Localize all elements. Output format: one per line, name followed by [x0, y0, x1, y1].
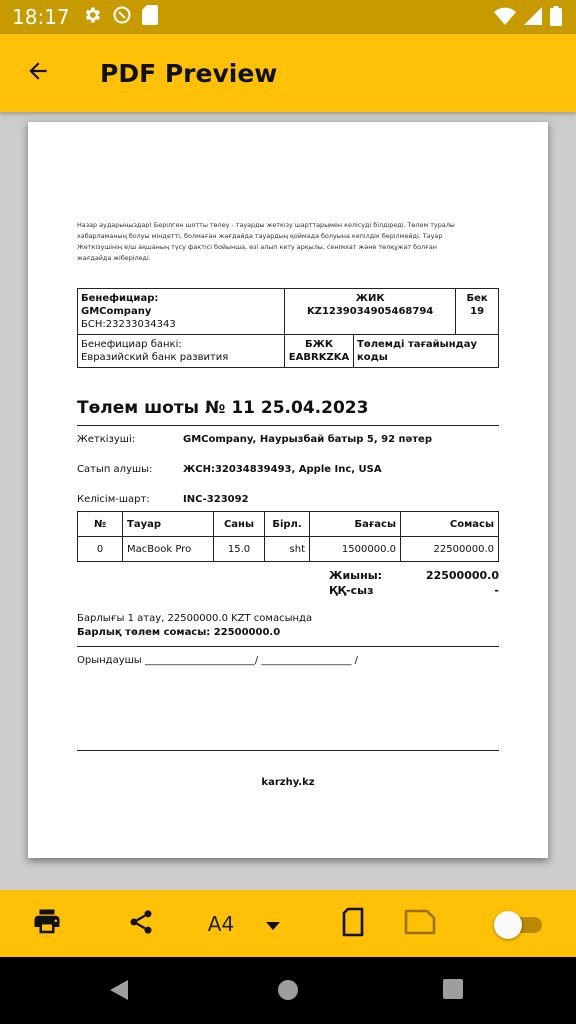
divider	[77, 750, 499, 751]
total-payment: Барлық төлем сомасы: 22500000.0	[77, 627, 281, 638]
signal-icon	[524, 7, 542, 29]
items-header-cell: Тауар	[123, 512, 214, 537]
sd-card-icon	[142, 5, 158, 29]
contract-row	[77, 494, 499, 505]
items-header-cell: №	[78, 512, 123, 537]
bank-label: Бенефициар банкі:	[81, 339, 182, 350]
gear-icon	[82, 5, 102, 29]
signer-line: Орындаушы ______________________/ __________________ /	[77, 655, 358, 666]
summary-line: Барлығы 1 атау, 22500000.0 KZT сомасында	[77, 613, 313, 624]
totals-block	[77, 568, 499, 598]
pdf-page	[28, 122, 548, 858]
buyer-label: Сатып алушы:	[77, 464, 153, 475]
toggle-switch[interactable]	[494, 911, 544, 937]
beneficiary-cell	[78, 289, 285, 335]
dropdown-arrow-icon	[266, 915, 280, 934]
do-not-disturb-icon	[112, 5, 132, 29]
back-button[interactable]	[14, 49, 62, 97]
bottom-toolbar	[0, 890, 576, 957]
nav-home-icon	[276, 987, 300, 1006]
divider	[77, 646, 499, 647]
supplier-value: GMCompany, Наурызбай батыр 5, 92 пәтер	[183, 434, 432, 445]
share-button[interactable]	[124, 908, 158, 940]
system-nav-bar	[0, 957, 576, 1024]
footer-text: karzhy.kz	[261, 777, 315, 788]
bik-label: БЖК	[304, 339, 334, 350]
print-button[interactable]	[30, 908, 64, 940]
buyer-value: ЖСН:32034839493, Apple Inc, USA	[183, 464, 382, 475]
page-format-value: A4	[207, 912, 235, 936]
page-title: PDF Preview	[100, 58, 278, 88]
app-bar	[0, 34, 576, 112]
kbe-label: Бек	[466, 293, 488, 304]
item-amount: 22500000.0	[401, 537, 499, 562]
supplier-row	[77, 434, 499, 445]
nav-recents-icon	[442, 985, 464, 1004]
iik-value: KZ1239034905468794	[306, 306, 434, 317]
portrait-page-icon	[341, 907, 365, 941]
item-unit: sht	[265, 537, 310, 562]
payment-notice: Назар аударыңыздар! Берілген шотты төлеу - тауарды жеткізу шарттарымен келісуді білдіреді. Төлем туралы хабарламаның болуы міндетті, болмаған жағдайда тауардың қоймада болуына кепілдік берілмейді. Тауар Жеткізушінің е/ш ақшаның түсу фактісі бойынша, өзі алып кету арқылы, сенімхат және төлқұжат болған жағдайда жіберіледі.	[77, 221, 455, 262]
nav-recents-button[interactable]	[442, 978, 468, 1004]
items-header-cell: Бірл.	[265, 512, 310, 537]
item-number: 0	[78, 537, 123, 562]
vat-value: -	[494, 584, 499, 597]
items-header-cell: Бағасы	[310, 512, 401, 537]
buyer-row	[77, 464, 499, 475]
table-row	[78, 537, 499, 562]
items-header-cell: Сомасы	[401, 512, 499, 537]
bik-cell	[285, 335, 354, 368]
pdf-preview-area[interactable]	[0, 112, 576, 890]
battery-icon	[550, 6, 562, 30]
portrait-button[interactable]	[338, 908, 368, 940]
iik-label: ЖИК	[355, 293, 385, 304]
beneficiary-name: GMCompany	[81, 306, 152, 317]
toggle-thumb	[494, 911, 522, 939]
nav-back-button[interactable]	[108, 978, 134, 1004]
landscape-page-icon	[404, 909, 436, 939]
total-value: 22500000.0	[425, 569, 499, 582]
items-header-cell: Саны	[214, 512, 265, 537]
items-table	[77, 511, 499, 562]
item-name: MacBook Pro	[123, 537, 214, 562]
bank-details-table	[77, 288, 499, 368]
supplier-label: Жеткізуші:	[77, 434, 136, 445]
vat-label: ҚҚ-сыз	[329, 584, 374, 597]
kbe-value: 19	[470, 306, 485, 317]
item-quantity: 15.0	[214, 537, 265, 562]
bank-name: Евразийский банк развития	[81, 352, 229, 363]
contract-label: Келісім-шарт:	[77, 494, 150, 505]
kbe-cell	[456, 289, 499, 335]
invoice-document	[77, 220, 499, 788]
summary-block	[77, 612, 499, 640]
bik-value: EABRKZKA	[288, 352, 350, 363]
payment-code-label: Төлемді тағайындау коды	[354, 335, 499, 368]
bank-cell	[78, 335, 285, 368]
nav-back-icon	[108, 987, 132, 1006]
items-header-row	[78, 512, 499, 537]
status-time: 18:17	[12, 5, 70, 29]
arrow-back-icon	[25, 58, 51, 88]
status-bar	[0, 0, 576, 34]
nav-home-button[interactable]	[276, 978, 302, 1004]
page-format-select[interactable]	[194, 908, 294, 940]
contract-value: INC-323092	[183, 494, 249, 505]
beneficiary-bin: БСН:23233034343	[81, 319, 176, 330]
beneficiary-label: Бенефициар:	[81, 293, 159, 304]
print-icon	[32, 908, 62, 940]
wifi-icon	[494, 7, 516, 29]
iik-cell	[285, 289, 456, 335]
total-label: Жиыны:	[329, 569, 383, 582]
invoice-title: Төлем шоты № 11 25.04.2023	[77, 398, 499, 426]
landscape-button[interactable]	[402, 908, 438, 940]
share-icon	[127, 907, 155, 941]
item-price: 1500000.0	[310, 537, 401, 562]
